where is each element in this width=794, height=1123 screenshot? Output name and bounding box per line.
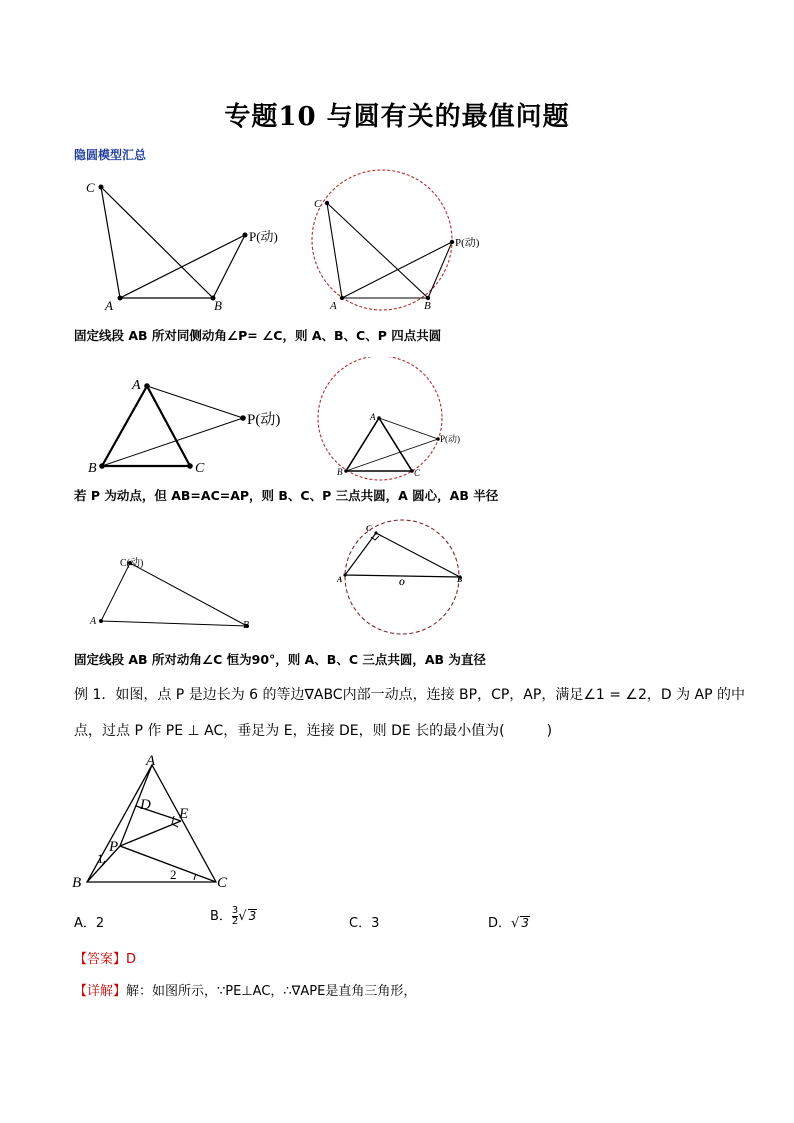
label-e: E bbox=[179, 806, 189, 822]
label-p-dong: P(动) bbox=[440, 434, 460, 444]
label-a: A bbox=[105, 298, 113, 313]
section-subtitle: 隐圆模型汇总 bbox=[74, 148, 147, 162]
label-b: B bbox=[243, 620, 250, 631]
example-triangle-figure bbox=[70, 752, 240, 892]
figure-2-right bbox=[310, 357, 490, 482]
label-b: B bbox=[337, 467, 343, 477]
label-a: A bbox=[146, 753, 156, 769]
label-a: A bbox=[90, 616, 97, 627]
label-c: C bbox=[86, 180, 95, 195]
answer-line: 【答案】D bbox=[74, 952, 137, 967]
label-angle-1: 1 bbox=[97, 851, 104, 866]
figure-1-right bbox=[300, 160, 500, 320]
caption-four-points: 固定线段 AB 所对同侧动角∠P= ∠C，则 A、B、C、P 四点共圆 bbox=[74, 328, 442, 343]
label-b: B bbox=[214, 298, 222, 313]
label-o: O bbox=[399, 578, 405, 587]
caption-diameter: 固定线段 AB 所对动角∠C 恒为90°，则 A、B、C 三点共圆，AB 为直径 bbox=[74, 652, 486, 667]
option-d: D．√ 3 bbox=[488, 916, 529, 931]
label-c: C bbox=[314, 198, 322, 210]
label-a: A bbox=[337, 575, 343, 584]
label-a: A bbox=[370, 412, 376, 422]
label-c: C bbox=[217, 875, 228, 891]
label-b: B bbox=[424, 300, 431, 312]
label-p: P bbox=[109, 839, 119, 855]
label-c: C bbox=[366, 524, 372, 533]
option-c: C．3 bbox=[349, 916, 380, 931]
detail-line: 【详解】解：如图所示，∵PE⊥AC，∴∇APE是直角三角形， bbox=[74, 984, 417, 999]
page-title: 专题10 与圆有关的最值问题 bbox=[224, 102, 570, 132]
label-b: B bbox=[457, 575, 463, 584]
label-c-dong: C(动) bbox=[120, 558, 144, 569]
figure-3-right bbox=[336, 515, 471, 640]
example-line-1: 例 1．如图，点 P 是边长为 6 的等边∇ABC内部一动点，连接 BP，CP，AP，满足∠1 = ∠2，D 为 AP 的中 bbox=[74, 687, 746, 703]
label-p-dong: P(动) bbox=[455, 237, 480, 249]
caption-three-points-radius: 若 P 为动点，但 AB=AC=AP，则 B、C、P 三点共圆，A 圆心，AB 半径 bbox=[74, 488, 499, 503]
option-b: B． $\frac{3}{2}$ √ 3 bbox=[210, 905, 257, 927]
label-b: B bbox=[72, 875, 82, 891]
label-c: C bbox=[195, 461, 205, 476]
label-b: B bbox=[88, 461, 97, 476]
label-p-dong: P(动) bbox=[247, 412, 281, 428]
label-a: A bbox=[330, 300, 337, 312]
label-d: D bbox=[140, 797, 151, 813]
figure-3-left bbox=[85, 552, 265, 632]
figure-1-left bbox=[80, 175, 290, 315]
label-a: A bbox=[132, 378, 141, 393]
figure-2-left bbox=[80, 375, 300, 480]
label-c: C bbox=[414, 468, 421, 478]
example-line-2: 点，过点 P 作 PE ⊥ AC，垂足为 E，连接 DE，则 DE 长的最小值为( ) bbox=[74, 723, 553, 739]
label-angle-2: 2 bbox=[170, 867, 177, 882]
label-p-dong: P(动) bbox=[249, 229, 278, 244]
option-a: A．2 bbox=[74, 916, 105, 931]
